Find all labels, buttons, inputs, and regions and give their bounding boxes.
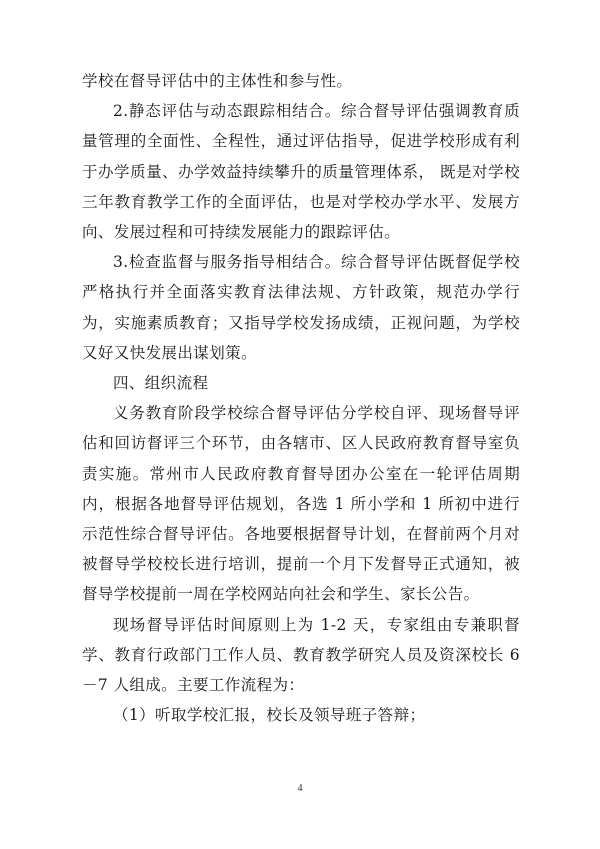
section-heading: 四、组织流程 xyxy=(113,374,209,393)
paragraph-5: 现场督导评估时间原则上为 1-2 天，专家组由专兼职督学、教育行政部门工作人员、教育教学研究人员及资深校长 6－7 人组成。主要工作流程为： xyxy=(82,615,520,695)
page-number: 4 xyxy=(297,783,303,794)
paragraph-4: 义务教育阶段学校综合督导评估分学校自评、现场督导评估和回访督评三个环节，由各辖市、区人民政府教育督导室负责实施。常州市人民政府教育督导团办公室在一轮评估周期内，根据各地督导评估规划，各选 1 所小学和 1 所初中进行示范性综合督导评估。各地要根据督导计划，在督前两个月对被督导学校校长进行培训，提前一个月下发督导正式通知，被督导学校提前一周在学校网站向社会和学生、家长公告。 xyxy=(82,404,520,604)
paragraph-1: 学校在督导评估中的主体性和参与性。 xyxy=(82,72,353,90)
paragraph-3: 3.检查监督与服务指导相结合。综合督导评估既督促学校严格执行并全面落实教育法律法规、方针政策，规范办学行为，实施素质教育；又指导学校发扬成绩，正视问题，为学校又好又快发展出谋划策。 xyxy=(82,253,520,362)
paragraph-6: （1）听取学校汇报，校长及领导班子答辩； xyxy=(113,706,426,725)
paragraph-2: 2.静态评估与动态跟踪相结合。综合督导评估强调教育质量管理的全面性、全程性，通过评估指导，促进学校形成有利于办学质量、办学效益持续攀升的质量管理体系， 既是对学校三年教育教学工作的全面评估，也是对学校办学水平、发展方向、发展过程和可持续发展能力的跟踪评估。 xyxy=(82,102,520,242)
document-body xyxy=(82,66,520,730)
